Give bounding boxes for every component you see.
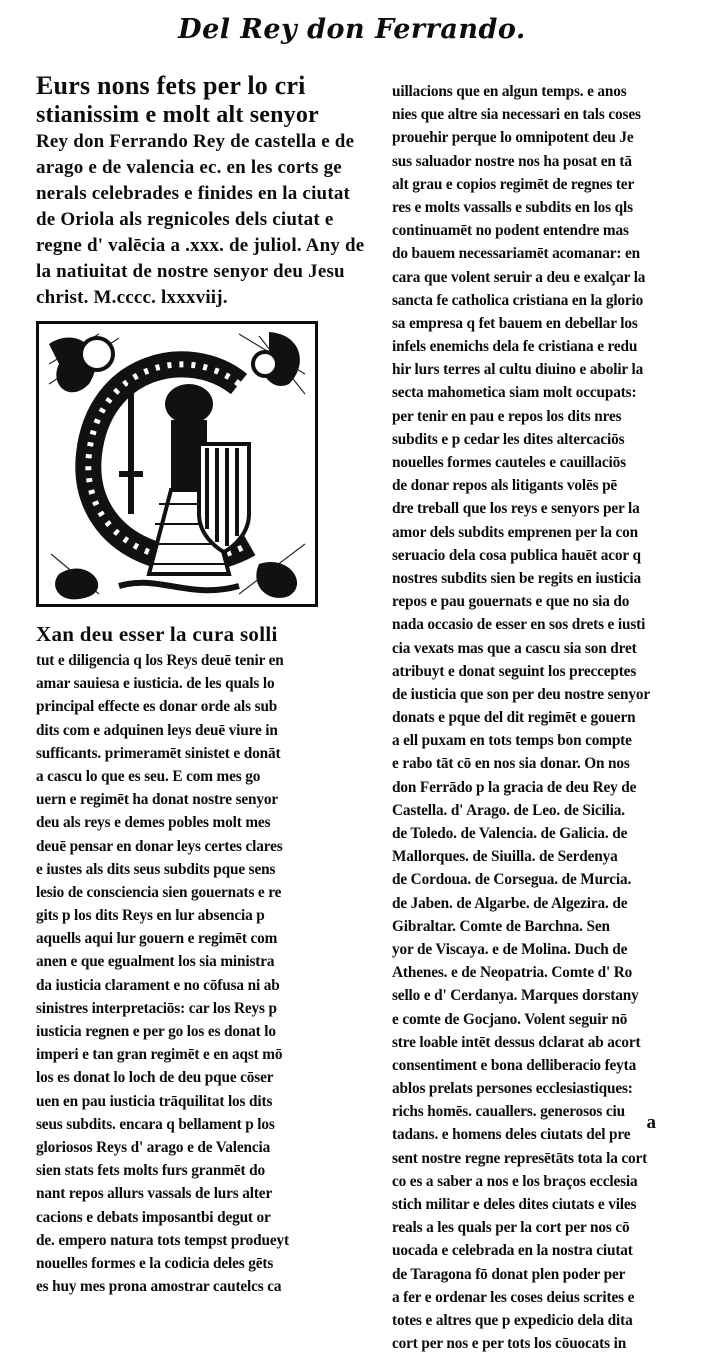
text-line: amor dels subdits emprenen per la con — [392, 523, 639, 541]
text-line: dre treball que los reys e senyors per la — [392, 500, 640, 518]
decree-heading — [36, 70, 365, 311]
text-line: de iusticia que son per deu nostre senyor — [392, 685, 651, 703]
text-line: res e molts vassalls e subdits en los qls — [392, 198, 633, 216]
text-line: yor de Viscaya. e de Molina. Duch de — [392, 940, 628, 958]
text-line: hir lurs terres al cultu diuino e abolir la — [392, 361, 644, 379]
text-line: iusticia regnen e per go los es donat lo — [36, 1023, 276, 1040]
text-line: los es donat lo loch de deu pque cōser — [36, 1069, 274, 1087]
text-line: cacions e debats imposantbi degut or — [36, 1208, 271, 1226]
text-line: anen e que egualment los sia ministra — [36, 953, 275, 971]
text-line: reals a les quals per la cort per nos cō — [392, 1219, 630, 1237]
text-line: imperi e tan gran regimēt e en aqst mō — [36, 1046, 283, 1064]
text-line: deu als reys e demes pobles molt mes — [36, 814, 271, 832]
text-line: tadans. e homens deles ciutats del pre — [392, 1126, 631, 1144]
text-line: nant repos allurs vassals de lurs alter — [36, 1185, 273, 1203]
heading-line: regne d' valēcia a .xxx. de juliol. Any de — [36, 235, 365, 256]
text-line: cia vexats mas que a cascu sia son dret — [392, 639, 637, 657]
text-line: a ell puxam en tots temps bon compte — [392, 732, 632, 750]
right-column — [392, 80, 680, 1355]
text-line: do bauem necessariamēt acomanar: en — [392, 245, 640, 263]
heading-line: stianissim e molt alt senyor — [36, 102, 319, 128]
text-line: aquells aqui lur gouern e regimēt com — [36, 930, 278, 948]
text-line: uen en pau iusticia trāquilitat los dits — [36, 1092, 273, 1110]
text-line: deuē pensar en donar leys certes clares — [36, 837, 283, 855]
text-line: sa empresa q fet bauem en debellar los — [392, 314, 638, 332]
text-line: prouehir perque lo omnipotent deu Je — [392, 129, 634, 147]
text-line: nostres subdits sien be regits en iusticia — [392, 569, 641, 587]
text-line: sello e d' Cerdanya. Marques dorstany — [392, 987, 639, 1005]
heading-line: de Oriola als regnicoles dels ciutat e — [36, 209, 334, 230]
text-line: seus subdits. encara q bellament p los — [36, 1115, 275, 1133]
text-line: principal effecte es donar orde als sub — [36, 698, 278, 716]
text-line: stre loable intēt dessus dclarat ab acort — [392, 1033, 641, 1051]
text-line: subdits e p cedar les dites altercaciōs — [392, 430, 625, 448]
text-line: Castella. d' Arago. de Leo. de Sicilia. — [392, 801, 625, 819]
text-line: sufficants. primeramēt sinistet e donāt — [36, 744, 281, 762]
text-line: continuamēt no podent entendre mas — [392, 222, 629, 240]
text-line: sancta fe catholica cristiana en la glorio — [392, 291, 644, 309]
text-line: totes e altres que p expedicio dela dita — [392, 1311, 633, 1329]
folio-signature: a — [646, 1112, 656, 1133]
text-line: infels enemichs dela fe cristiana e redu — [392, 338, 638, 356]
running-head: Del Rey don Ferrando. — [178, 14, 526, 45]
text-line: amar sauiesa e iusticia. de les quals lo — [36, 675, 275, 693]
text-line: cara que volent seruir a deu e exalçar la — [392, 268, 646, 286]
text-line: Mallorques. de Siuilla. de Serdenya — [392, 848, 618, 866]
royal-woodcut-image — [39, 324, 315, 604]
heading-line: christ. M.cccc. lxxxviij. — [36, 287, 228, 308]
text-line: gloriosos Reys d' arago e de Valencia — [36, 1138, 271, 1156]
text-line: es huy mes prona amostrar cautelcs ca — [36, 1278, 282, 1296]
heading-line: Rey don Ferrando Rey de castella e de — [36, 131, 355, 152]
text-line: Gibraltar. Comte de Barchna. Sen — [392, 917, 610, 935]
text-line: don Ferrādo p la gracia de deu Rey de — [392, 778, 637, 796]
text-line: e rabo tāt cō en nos sia donar. On nos — [392, 755, 630, 773]
text-line: ablos prelats persones ecclesiastiques: — [392, 1080, 633, 1098]
text-line: nada occasio de esser en sos drets e iusti — [392, 616, 646, 634]
text-line: uern e regimēt ha donat nostre senyor — [36, 791, 279, 809]
text-line: nouelles formes e la codicia deles gēts — [36, 1254, 274, 1272]
section-lead-line: Xan deu esser la cura solli — [36, 622, 278, 646]
text-line: nouelles formes cauteles e cauillaciōs — [392, 454, 626, 471]
text-line: repos e pau gouernats e que no sia do — [392, 593, 630, 611]
text-line: consentiment e bona delliberacio feyta — [392, 1056, 637, 1074]
text-line: cort per nos e per tots los cōuocats in — [392, 1335, 627, 1353]
text-line: sien stats fets molts furs granmēt do — [36, 1162, 265, 1180]
text-line: de Jaben. de Algarbe. de Algezira. de — [392, 894, 628, 912]
text-line: dits com e adquinen leys deuē viure in — [36, 721, 278, 739]
text-line: gits p los dits Reys en lur absencia p — [36, 907, 265, 925]
text-line: lesio de consciencia sien gouernats e re — [36, 883, 282, 901]
text-line: de. empero natura tots tempst produeyt — [36, 1231, 289, 1249]
text-line: da iusticia clarament e no cōfusa ni ab — [36, 976, 280, 994]
text-line: richs homēs. cauallers. generosos ciu — [392, 1103, 625, 1121]
left-body-text — [36, 619, 320, 1298]
text-line: e iustes als dits seus subdits pque sens — [36, 860, 276, 878]
text-line: uillacions que en algun temps. e anos — [392, 83, 627, 100]
text-line: secta mahometica siam molt occupats: — [392, 384, 637, 402]
text-line: tut e diligencia q los Reys deuē tenir en — [36, 652, 284, 669]
text-line: per tenir en pau e repos los dits nres — [392, 407, 622, 425]
text-line: a cascu lo que es seu. E com mes go — [36, 767, 261, 785]
text-line: de Taragona fō donat plen poder per — [392, 1265, 626, 1283]
woodcut-initial-illustration — [36, 321, 318, 607]
text-line: atribuyt e donat seguint los precceptes — [392, 662, 637, 680]
heading-line: Eurs nons fets per lo cri — [36, 71, 306, 100]
text-line: sus saluador nostre nos ha posat en tā — [392, 152, 632, 170]
text-line: a fer e ordenar les coses deius scrites e — [392, 1288, 635, 1306]
text-line: Athenes. e de Neopatria. Comte d' Ro — [392, 964, 633, 982]
text-line: nies que altre sia necessari en tals coses — [392, 106, 641, 124]
text-line: co es a saber a nos e los braços ecclesia — [392, 1172, 638, 1190]
text-line: seruacio dela cosa publica hauēt acor q — [392, 546, 641, 564]
text-line: de donar repos als litigants volēs pē — [392, 477, 618, 495]
text-line: uocada e celebrada en la nostra ciutat — [392, 1242, 633, 1260]
heading-line: arago e de valencia ec. en les corts ge — [36, 157, 342, 178]
text-line: de Cordoua. de Corsegua. de Murcia. — [392, 871, 632, 889]
text-line: sinistres interpretaciōs: car los Reys p — [36, 999, 277, 1017]
text-line: sent nostre regne represētāts tota la cort — [392, 1149, 648, 1167]
text-line: de Toledo. de Valencia. de Galicia. de — [392, 825, 628, 842]
text-line: stich militar e deles dites ciutats e viles — [392, 1196, 637, 1213]
text-line: e comte de Gocjano. Volent seguir nō — [392, 1010, 628, 1028]
heading-line: nerals celebrades e finides en la ciutat — [36, 183, 351, 204]
text-line: donats e pque del dit regimēt e gouern — [392, 709, 636, 727]
text-line: alt grau e copios regimēt de regnes ter — [392, 175, 635, 193]
left-column — [36, 70, 365, 1298]
heading-line: la natiuitat de nostre senyor deu Jesu — [36, 261, 345, 282]
